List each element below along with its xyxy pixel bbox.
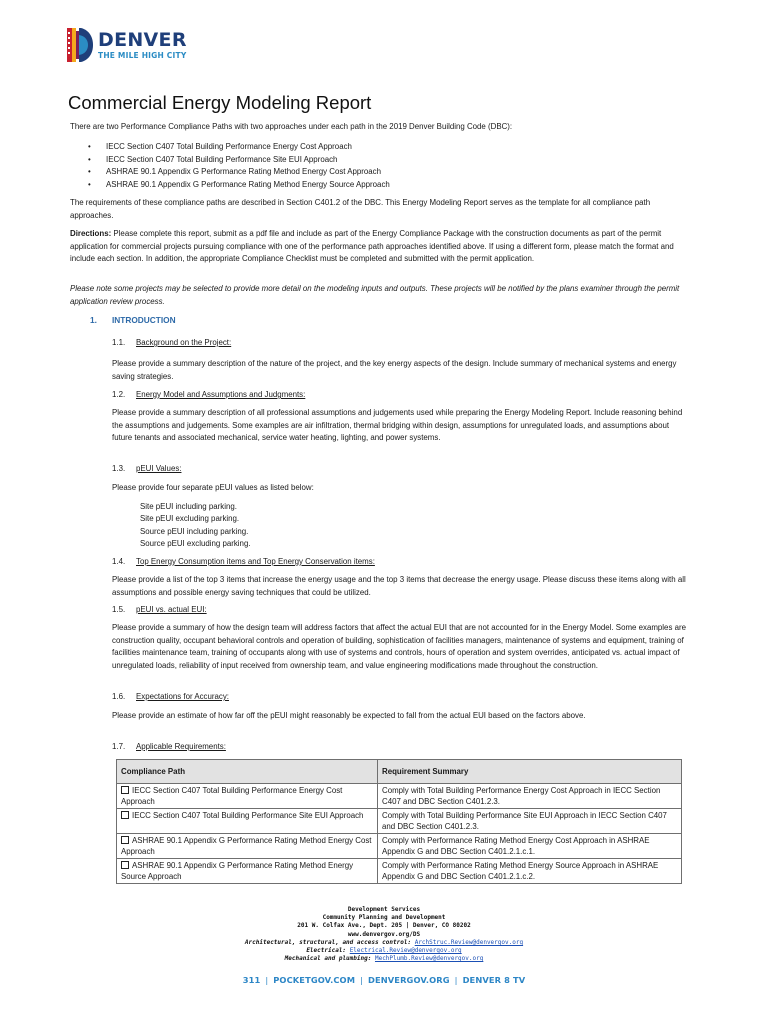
requirement-cell: Comply with Performance Rating Method Energy Cost Approach in ASHRAE Appendix G and DBC Section C401.2.1.c.1. — [378, 834, 682, 859]
link-denvergov[interactable]: DENVERGOV.ORG — [367, 975, 450, 985]
cell-text: IECC Section C407 Total Building Performance Energy Cost Approach — [121, 786, 343, 806]
checkbox[interactable] — [121, 836, 129, 844]
email-link[interactable]: MechPlumb.Review@denvergov.org — [374, 955, 484, 963]
list-item: • IECC Section C407 Total Building Performance Site EUI Approach — [88, 154, 390, 167]
cell-text: IECC Section C407 Total Building Performance Site EUI Approach — [132, 811, 364, 820]
table-header-row — [117, 760, 682, 784]
requirement-cell: Comply with Total Building Performance Site EUI Approach in IECC Section C407 and DBC Section C401.2.3. — [378, 809, 682, 834]
subsection-body: Please provide a summary description of the nature of the project, and the key energy aspects of the design. Include summary of mechanical systems and energy saving strategies. — [112, 359, 677, 381]
requirement-cell: Comply with Total Building Performance Energy Cost Approach in IECC Section C407 and DBC Section C401.2.3. — [378, 784, 682, 809]
list-item: Source pEUI including parking. — [140, 526, 249, 536]
footer-label: Electrical: — [306, 947, 347, 955]
column-header: Requirement Summary — [378, 760, 682, 784]
email-link[interactable]: Electrical.Review@denvergov.org — [349, 947, 462, 955]
section-heading — [90, 315, 176, 325]
footer-address: 201 W. Colfax Ave., Dept. 205 | Denver, CO 80202 — [297, 922, 471, 930]
cell-text: ASHRAE 90.1 Appendix G Performance Rating Method Energy Source Approach — [121, 861, 354, 881]
footer-office: Community Planning and Development — [322, 914, 446, 922]
subsection-number: 1.1. — [112, 338, 126, 347]
subsection-body: Please provide a summary description of all professional assumptions and judgements used while preparing the Energy Modeling Report. Include reasoning behind the assumptions and judgements. Some examples are air infiltration, thermal bridging within design, assumptions for unregulated loads, and assumptions about future tenants and associated mechanical, service water heating, lighting, and power systems. — [112, 408, 683, 443]
subsection-heading — [112, 741, 226, 753]
subsection-title: Applicable Requirements: — [136, 742, 226, 751]
requirements-table — [116, 759, 682, 884]
table-row — [117, 859, 682, 884]
compliance-path-cell — [117, 834, 378, 859]
link-311[interactable]: 311 — [242, 975, 261, 985]
subsection-number: 1.7. — [112, 742, 126, 751]
table-row — [117, 809, 682, 834]
directions-label: Directions: — [70, 229, 112, 238]
footer-label: Architectural, structural, and access control: — [244, 938, 412, 946]
checkbox[interactable] — [121, 786, 129, 794]
directions-paragraph — [70, 228, 690, 266]
compliance-path-cell — [117, 809, 378, 834]
link-pocketgov[interactable]: POCKETGOV.COM — [273, 975, 356, 985]
footer-web: www.denvergov.org/DS — [347, 930, 421, 938]
footer-dept: Development Services — [347, 906, 421, 913]
subsection-number: 1.4. — [112, 557, 126, 566]
link-denver8tv[interactable]: DENVER 8 TV — [462, 975, 526, 985]
footer-label: Mechanical and plumbing: — [284, 955, 372, 963]
subsection-body: Please provide a summary of how the design team will address factors that affect the actual EUI that are not accounted for in the Energy Model. Some examples are construction quality, occupant behavioral controls and operation of building, sophistication of facilities managers, maintenance of systems and equipment, training of facilities maintenance team, training of occupants along with use of systems and controls, hours of operation and system overrides, anticipated vs. actual impact of unregulated loads, reliability of input received from ownership team, and value engineering modifications made throughout the construction. — [112, 623, 686, 670]
footer-contact — [0, 906, 768, 963]
subsection-heading — [112, 463, 181, 475]
subsection-heading — [112, 691, 229, 703]
subsection-heading — [112, 604, 207, 616]
subsection-title: pEUI Values: — [136, 464, 182, 473]
intro-paragraph: There are two Performance Compliance Paths with two approaches under each path in the 2019 Denver Building Code (DBC): — [70, 122, 513, 131]
subsection-title: Expectations for Accuracy: — [136, 692, 229, 701]
subsection-title: Energy Model and Assumptions and Judgments: — [136, 390, 306, 399]
subsection-title: pEUI vs. actual EUI: — [136, 605, 207, 614]
compliance-path-list — [88, 141, 390, 191]
table-row — [117, 784, 682, 809]
checkbox[interactable] — [121, 861, 129, 869]
subsection-body: Please provide a list of the top 3 items that increase the energy usage and the top 3 items that decrease the energy usage. Please discuss these items along with all assumptions and possible energy saving techniques that could be utilized. — [112, 575, 686, 597]
logo-name: DENVER — [98, 28, 187, 51]
list-item: • IECC Section C407 Total Building Performance Energy Cost Approach — [88, 141, 390, 154]
note-paragraph: Please note some projects may be selected to provide more detail on the modeling inputs and outputs. These projects will be notified by the plans examiner through the permit application review process. — [70, 284, 680, 306]
subsection-number: 1.2. — [112, 390, 126, 399]
requirements-paragraph: The requirements of these compliance paths are described in Section C401.2 of the DBC. This Energy Modeling Report serves as the template for all compliance path approaches. — [70, 198, 651, 220]
checkbox[interactable] — [121, 811, 129, 819]
subsection-body: Please provide four separate pEUI values as listed below: — [112, 483, 314, 492]
peui-list — [140, 501, 251, 551]
list-item: Site pEUI excluding parking. — [140, 514, 240, 524]
list-item: Source pEUI excluding parking. — [140, 539, 251, 549]
compliance-path-cell — [117, 859, 378, 884]
subsection-heading — [112, 556, 375, 568]
subsection-title: Background on the Project: — [136, 338, 232, 347]
subsection-body: Please provide an estimate of how far off the pEUI might reasonably be expected to fall from the actual EUI based on the factors above. — [112, 711, 586, 720]
email-link[interactable]: ArchStruc.Review@denvergov.org — [414, 938, 524, 946]
subsection-number: 1.5. — [112, 605, 126, 614]
list-item: Site pEUI including parking. — [140, 502, 237, 511]
compliance-path-cell — [117, 784, 378, 809]
page-title: Commercial Energy Modeling Report — [68, 92, 372, 113]
subsection-number: 1.3. — [112, 464, 126, 473]
directions-text: Please complete this report, submit as a pdf file and include as part of the Energy Compliance Package with the construction documents as part of the permit application for commercial projects pursuing compliance with one of the performance path approaches identified above. If using a different form, please match the format and include each section. In addition, the appropriate Compliance Checklist must be completed and submitted with the permit application. — [70, 229, 674, 264]
table-row — [117, 834, 682, 859]
section-title: INTRODUCTION — [112, 315, 176, 325]
subsection-title: Top Energy Consumption items and Top Energy Conservation items: — [136, 557, 375, 566]
logo-tagline: THE MILE HIGH CITY — [98, 50, 187, 60]
requirement-cell: Comply with Performance Rating Method Energy Source Approach in ASHRAE Appendix G and DBC Section C401.2.1.c.2. — [378, 859, 682, 884]
list-item: • ASHRAE 90.1 Appendix G Performance Rating Method Energy Source Approach — [88, 179, 390, 192]
cell-text: ASHRAE 90.1 Appendix G Performance Rating Method Energy Cost Approach — [121, 836, 372, 856]
list-item: • ASHRAE 90.1 Appendix G Performance Rating Method Energy Cost Approach — [88, 166, 390, 179]
denver-logo — [67, 28, 187, 62]
footer-links: 311 | POCKETGOV.COM | DENVERGOV.ORG | DENVER 8 TV — [242, 975, 526, 985]
section-number: 1. — [90, 315, 97, 325]
subsection-heading — [112, 337, 231, 349]
denver-d-logo-icon — [67, 28, 93, 62]
subsection-number: 1.6. — [112, 692, 126, 701]
column-header: Compliance Path — [117, 760, 378, 784]
subsection-heading — [112, 389, 305, 401]
